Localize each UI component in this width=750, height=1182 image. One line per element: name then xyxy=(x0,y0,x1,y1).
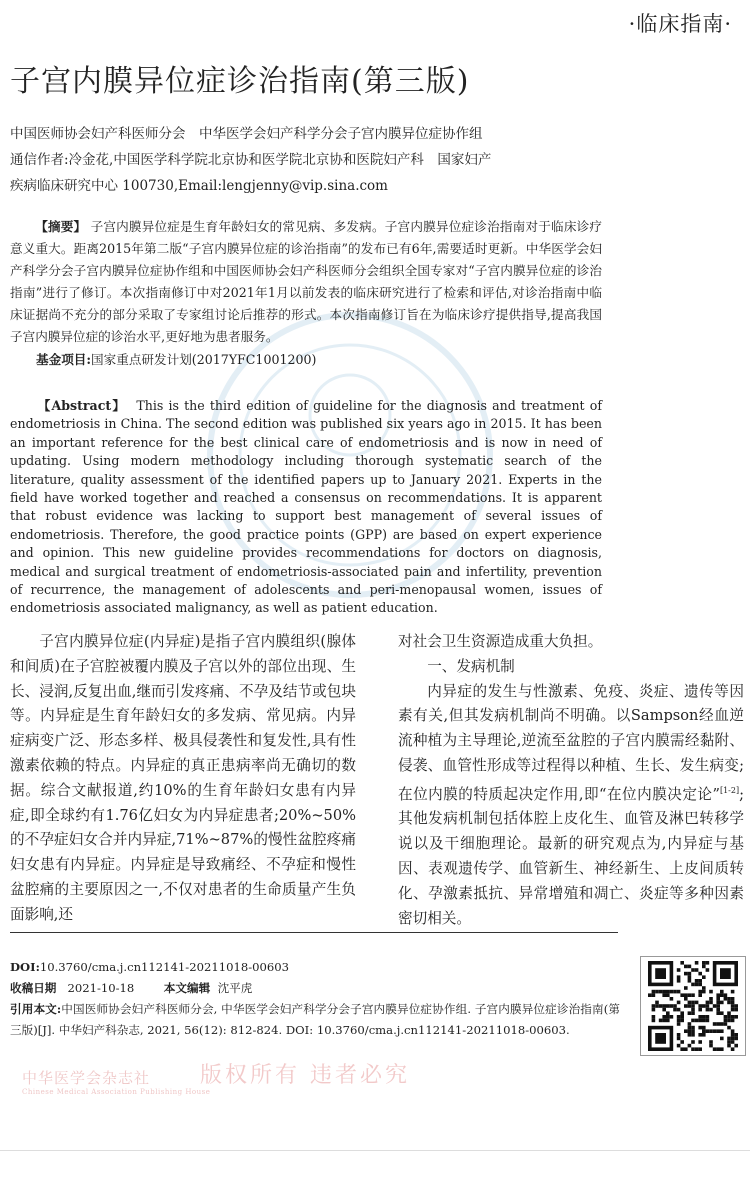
body-text-part-1: 内异症的发生与性激素、免疫、炎症、遗传等因素有关,但其发病机制尚不明确。以Sampson经血逆流种植为主导理论,逆流至盆腔的子宫内膜需经黏附、侵袭、血管性形成等过程得以种植、生长、发生病变;在位内膜的特质起决定作用,即“在位内膜决定论” xyxy=(398,682,744,803)
publisher-name-cn: 中华医学会杂志社 xyxy=(22,1069,151,1087)
chinese-abstract-text: 子宫内膜异位症是生育年龄妇女的常见病、多发病。子宫内膜异位症诊治指南对于临床诊疗意义重大。距离2015年第二版“子宫内膜异位症的诊治指南”的发布已有6年,需要适时更新。中华医学会妇产科学分会子宫内膜异位症协作组和中国医师协会妇产科医师分会组织全国专家对“子宫内膜异位症的诊治指南”进行了修订。本次指南修订中对2021年1月以前发表的临床研究进行了检索和评估,对诊治指南中临床证据尚不充分的部分采取了专家组讨论后推荐的形式。本次指南修订旨在为临床诊疗提供指导,提高我国子宫内膜异位症的诊治水平,更好地为患者服务。 xyxy=(10,219,602,344)
chinese-abstract xyxy=(10,216,602,348)
author-line-2: 通信作者:冷金花,中国医学科学院北京协和医学院北京协和医院妇产科 国家妇产 xyxy=(10,152,492,168)
english-abstract-label: 【Abstract】 xyxy=(37,398,127,413)
doi-value[interactable]: 10.3760/cma.j.cn112141-20211018-00603 xyxy=(39,960,290,974)
citation-label: 引用本文: xyxy=(10,1002,62,1016)
copyright-watermark: 版权所有 违者必究 xyxy=(200,1063,410,1088)
article-metadata xyxy=(10,957,620,1041)
chinese-abstract-label: 【摘要】 xyxy=(35,219,87,234)
body-column-right xyxy=(398,630,744,931)
body-text-part-2: ;其他发病机制包括体腔上皮化生、血管及淋巴转移学说以及干细胞理论。最新的研究观点为,内异症与基因、表观遗传学、血管新生、神经新生、上皮间质转化、孕激素抵抗、异常增殖和凋亡、炎症等多种因素密切相关。 xyxy=(398,785,744,927)
publisher-name-en: Chinese Medical Association Publishing House xyxy=(22,1088,211,1096)
editor-label: 本文编辑 xyxy=(163,981,211,995)
fund-line xyxy=(36,349,316,368)
qr-code-icon xyxy=(641,957,745,1055)
doi-line xyxy=(10,957,620,978)
body-paragraph xyxy=(398,680,744,932)
citation-line xyxy=(10,999,620,1041)
section-tag: ·临床指南· xyxy=(628,12,732,36)
received-date: 2021-10-18 xyxy=(67,981,135,995)
editor-name: 沈平虎 xyxy=(217,981,253,995)
section-heading: 一、发病机制 xyxy=(427,657,515,675)
page-bottom-rule xyxy=(0,1150,750,1151)
article-title: 子宫内膜异位症诊治指南(第三版) xyxy=(10,64,470,99)
doi-label: DOI: xyxy=(10,960,40,974)
reference-citation[interactable]: [1-2] xyxy=(719,785,740,795)
citation-text: 中国医师协会妇产科医师分会, 中华医学会妇产科学分会子宫内膜异位症协作组. 子宫内膜异位症诊治指南(第三版)[J]. 中华妇产科杂志, 2021, 56(12): 812-824. DOI: 10.3760/cma.j.cn112141-20211018-00603. xyxy=(10,1002,620,1037)
body-paragraph: 子宫内膜异位症(内异症)是指子宫内膜组织(腺体和间质)在子宫腔被覆内膜及子宫以外的部位出现、生长、浸润,反复出血,继而引发疼痛、不孕及结节或包块等。内异症是生育年龄妇女的多发病、常见病。内异症病变广泛、形态多样、极具侵袭性和复发性,具有性激素依赖的特点。内异症的真正患病率尚无确切的数据。综合文献报道,约10%的生育年龄妇女患有内异症,即全球约有1.76亿妇女为内异症患者;20%~50%的不孕症妇女合并内异症,71%~87%的慢性盆腔疼痛妇女患有内异症。内异症是导致痛经、不孕症和慢性盆腔痛的主要原因之一,不仅对患者的生命质量产生负面影响,还 xyxy=(10,633,356,923)
footer-divider xyxy=(10,932,618,933)
body-paragraph-continued: 对社会卫生资源造成重大负担。 xyxy=(398,633,603,650)
fund-text: 国家重点研发计划(2017YFC1001200) xyxy=(91,352,317,367)
fund-label: 基金项目: xyxy=(36,352,92,367)
author-line-3: 疾病临床研究中心 100730,Email:lengjenny@vip.sina.com xyxy=(10,178,388,194)
body-column-left xyxy=(10,630,356,928)
received-line xyxy=(10,978,620,999)
english-abstract xyxy=(10,397,602,618)
english-abstract-text: This is the third edition of guideline for the diagnosis and treatment of endometriosis in China. The second edition was published six years ago in 2015. It has been an important reference for the best clinical care of endometriosis and is now in need of updating. Using modern methodology including thorough systematic search of the literature, quality assessment of the identified papers up to January 2021. Experts in the field have worked together and reached a consensus on recommendations. It is apparent that robust evidence was lacking to support best management of several issues of endometriosis. Therefore, the good practice points (GPP) are based on expert experience and opinion. This new guideline provides recommendations for doctors on diagnosis, medical and surgical treatment of endometriosis-associated pain and infertility, prevention of recurrence, the management of adolescents and peri-menopausal women, issues of endometriosis associated malignancy, as well as patient education. xyxy=(10,398,602,616)
received-label: 收稿日期 xyxy=(10,981,57,995)
qr-code[interactable] xyxy=(640,956,746,1056)
author-line-1: 中国医师协会妇产科医师分会 中华医学会妇产科学分会子宫内膜异位症协作组 xyxy=(10,126,483,142)
publisher-watermark-logo xyxy=(22,1067,210,1096)
author-block xyxy=(10,121,610,199)
